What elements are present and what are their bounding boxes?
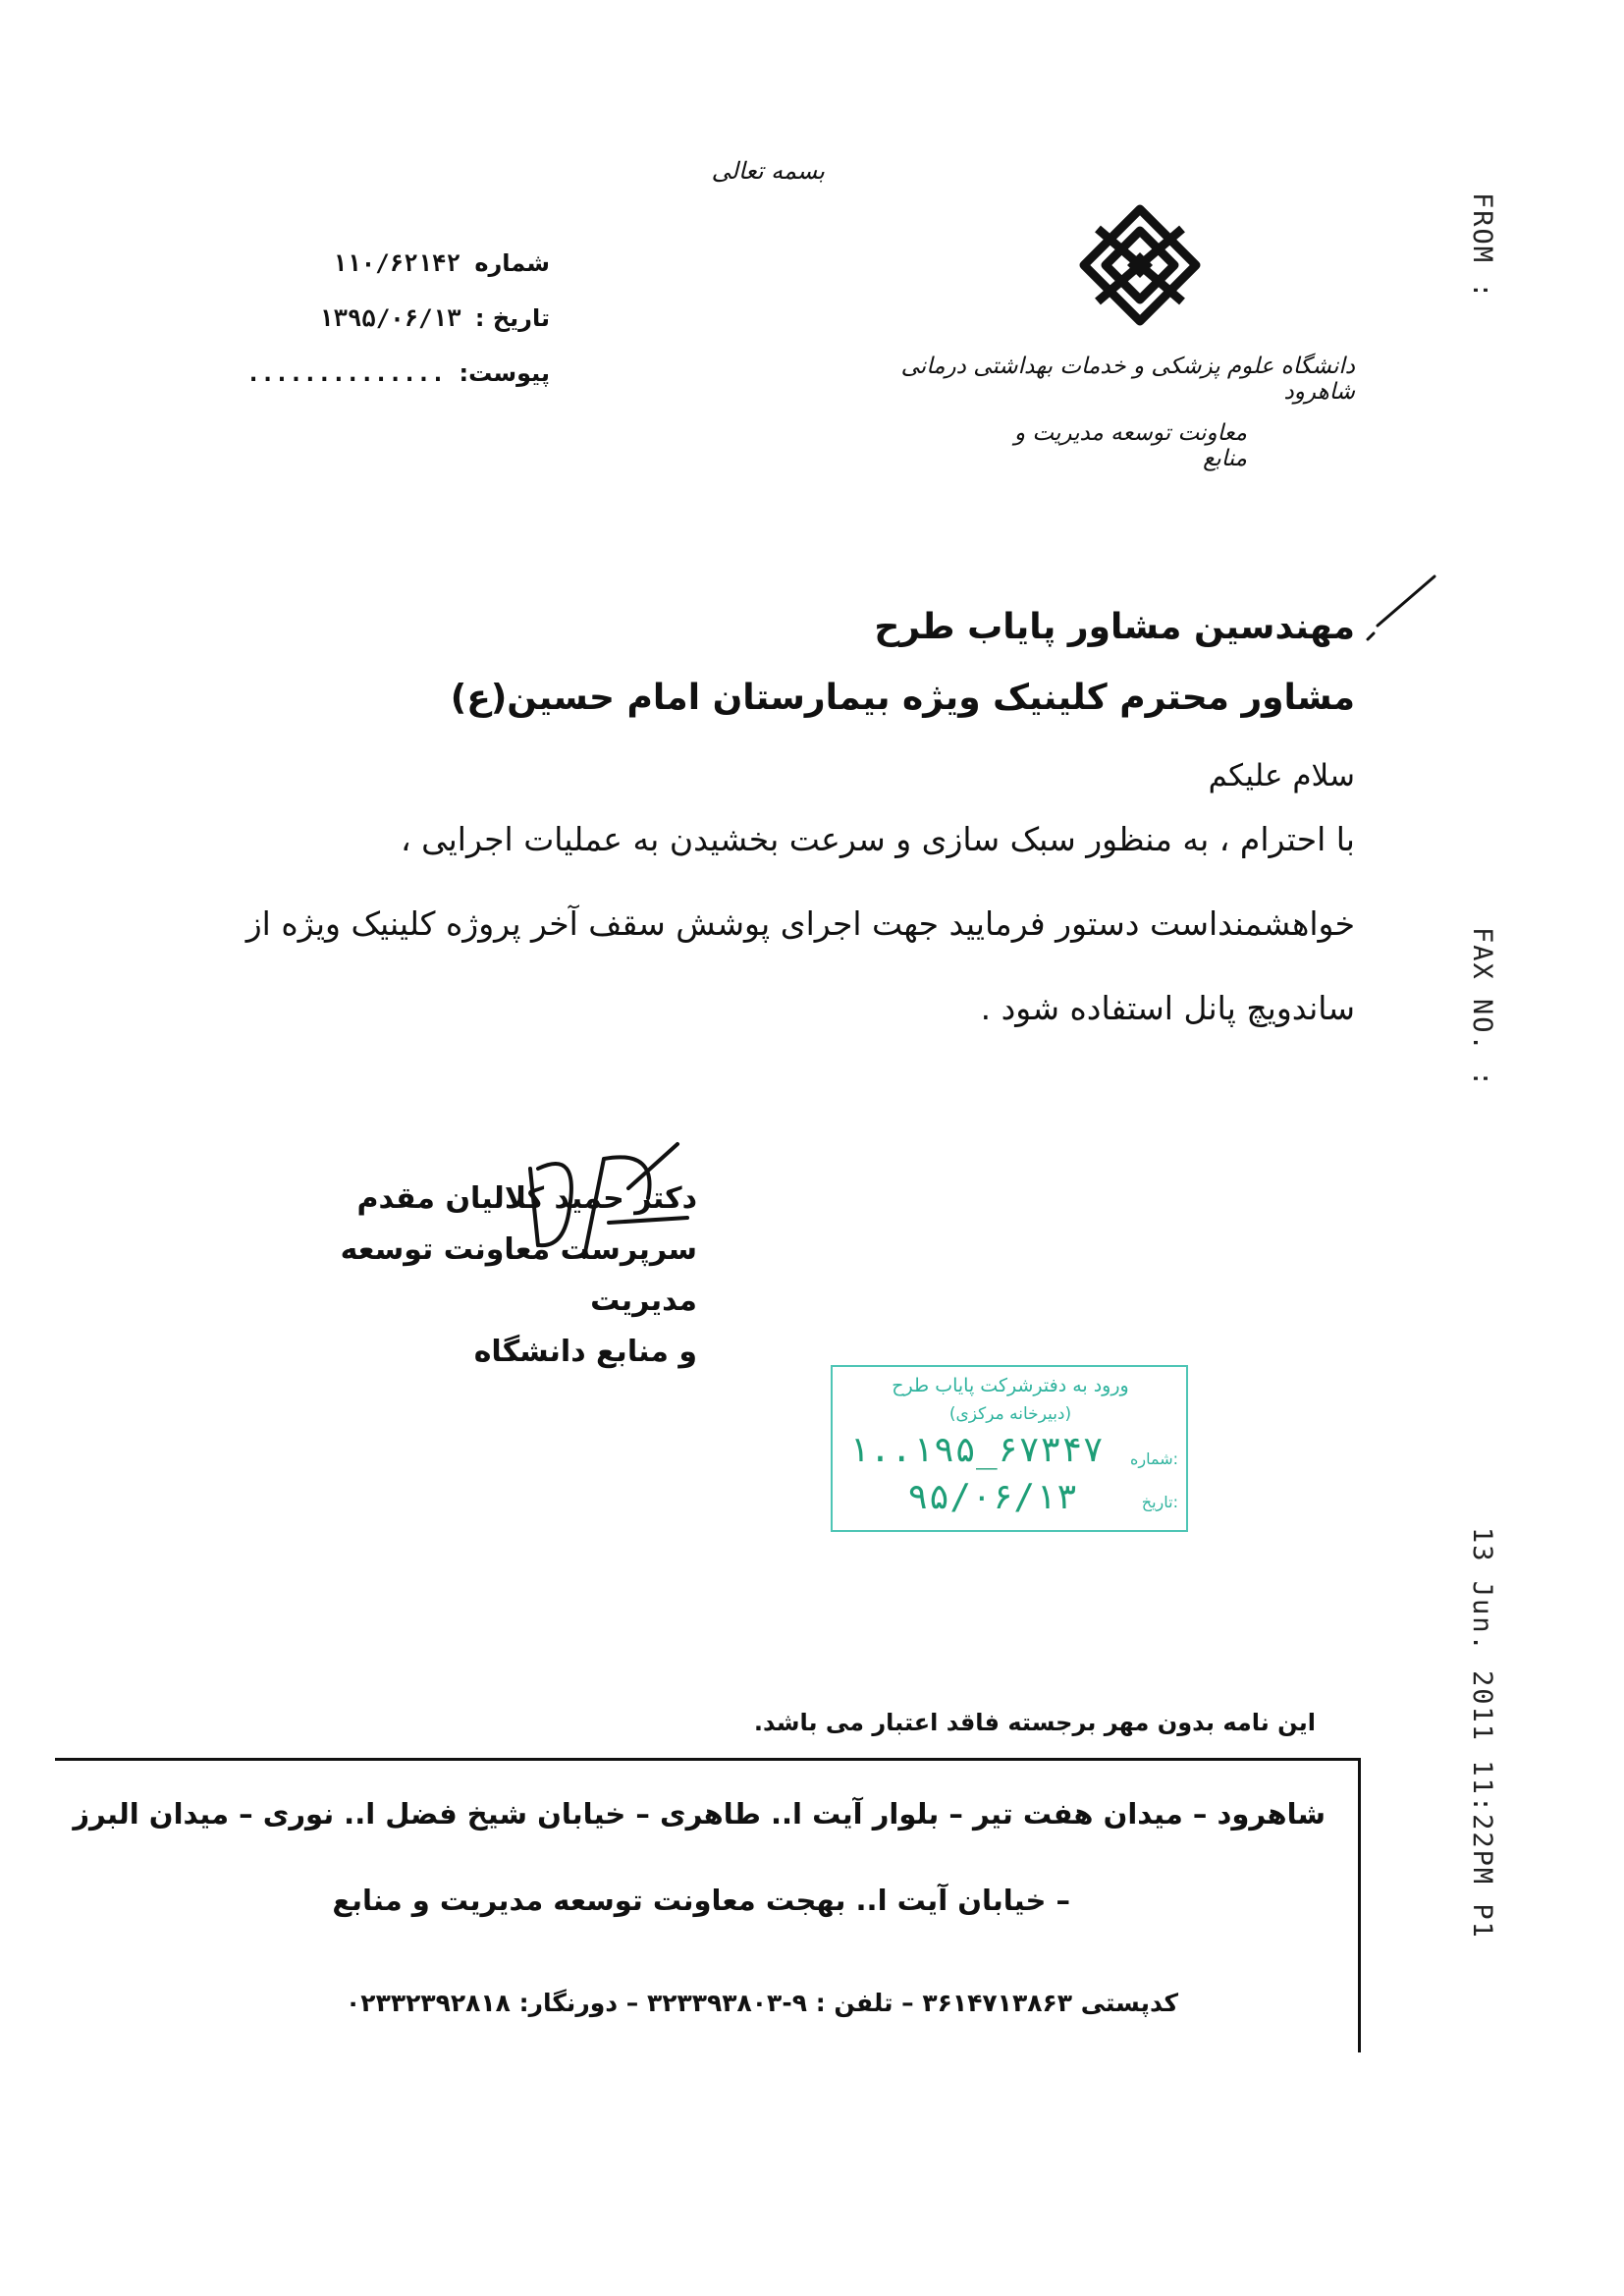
letter-body: با احترام ، به منظور سبک سازی و سرعت بخشیدن به عملیات اجرایی ، خواهشمنداست دستور فرمایید جهت اجرای پوشش سقف آخر پروژه کلینیک ویژه از ساندویچ پانل استفاده شود . bbox=[245, 820, 1355, 1027]
signatory-title-2: و منابع دانشگاه bbox=[473, 1335, 697, 1369]
letter-date-label: تاریخ : bbox=[474, 304, 550, 332]
pen-slash-mark bbox=[1360, 574, 1438, 643]
signatory-name: دکتر حمید کلالیان مقدم bbox=[356, 1181, 697, 1216]
letter-date-value: ۱۳۹۵/۰۶/۱۳ bbox=[319, 304, 461, 332]
stamp-date-value: ۹۵/۰۶/۱۳ bbox=[907, 1477, 1078, 1517]
attachment-value: .............. bbox=[245, 359, 446, 387]
address-line-2: – خیابان آیت ا.. بهجت معاونت توسعه مدیریت و منابع bbox=[332, 1884, 1070, 1917]
fax-from-label: FROM : bbox=[1467, 192, 1497, 301]
received-stamp bbox=[831, 1365, 1188, 1532]
letter-date-row bbox=[255, 291, 550, 346]
university-name: دانشگاه علوم پزشکی و خدمات بهداشتی درمانی شاهرود bbox=[900, 354, 1355, 405]
fax-number-label: FAX NO. : bbox=[1467, 927, 1497, 1089]
attachment-row bbox=[245, 346, 550, 401]
university-logo-icon bbox=[1076, 201, 1204, 329]
letter-number-value: ۱۱۰/۶۲۱۴۲ bbox=[332, 249, 460, 277]
stamp-number-label: شماره: bbox=[1129, 1449, 1178, 1468]
fax-datetime: 13 Jun. 2011 11:22PM P1 bbox=[1467, 1527, 1497, 1940]
invocation-text: بسمه تعالی bbox=[711, 157, 825, 185]
stamp-date-label: تاریخ: bbox=[1141, 1493, 1178, 1511]
letter-number-row bbox=[255, 236, 550, 291]
attachment-label: پیوست: bbox=[459, 359, 550, 387]
contact-line: کدپستی ۳۶۱۴۷۱۳۸۶۳ – تلفن : ۹-۳۲۳۳۹۳۸۰۳ – دورنگار: ۰۲۳۳۲۳۹۲۸۱۸ bbox=[346, 1989, 1178, 2017]
letter-number-label: شماره bbox=[474, 249, 550, 277]
greeting: سلام علیکم bbox=[1208, 758, 1355, 793]
validity-note: این نامه بدون مهر برجسته فاقد اعتبار می باشد. bbox=[753, 1709, 1316, 1736]
stamp-number-value: ۱..۱۹۵_۶۷۳۴۷ bbox=[848, 1430, 1105, 1470]
department-name: معاونت توسعه مدیریت و منابع bbox=[1013, 420, 1247, 471]
address-line-1: شاهرود – میدان هفت تیر – بلوار آیت ا.. طاهری – خیابان شیخ فضل ا.. نوری – میدان البرز bbox=[73, 1797, 1326, 1831]
recipient-line-1: مهندسین مشاور پایاب طرح bbox=[874, 607, 1355, 647]
stamp-heading: ورود به دفترشرکت پایاب طرح bbox=[892, 1375, 1129, 1396]
signatory-title-1: سرپرست معاونت توسعه مدیریت bbox=[340, 1232, 697, 1318]
letter-meta bbox=[245, 236, 550, 401]
recipient-line-2: مشاور محترم کلینیک ویژه بیمارستان امام حسین(ع) bbox=[450, 678, 1355, 718]
stamp-subheading: (دبیرخانه مرکزی) bbox=[948, 1404, 1072, 1424]
signatory-block bbox=[275, 1174, 697, 1378]
